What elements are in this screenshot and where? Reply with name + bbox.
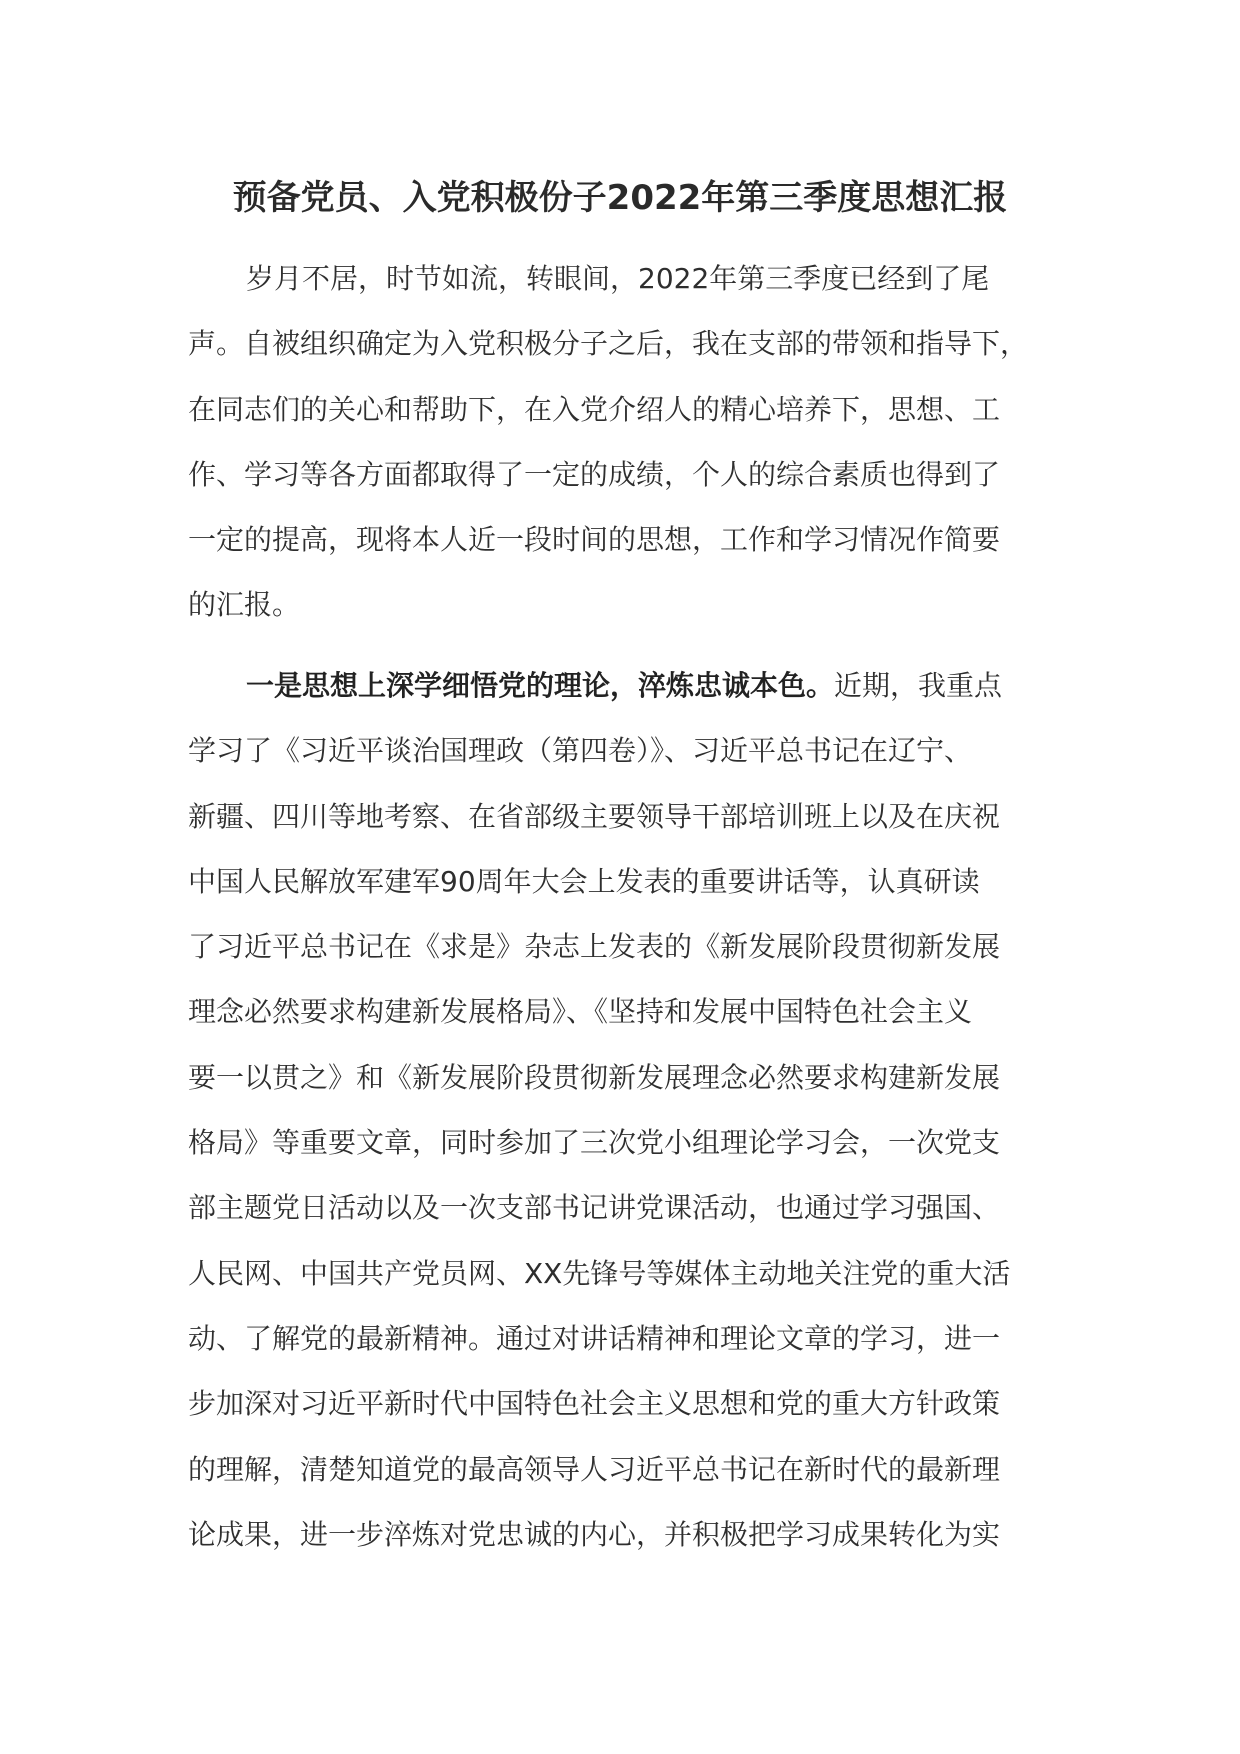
text-line: 人民网、中国共产党员网、XX先锋号等媒体主动地关注党的重大活 [188,1256,1011,1290]
paragraph-intro [188,246,1068,638]
text-line: 中国人民解放军建军90周年大会上发表的重要讲话等，认真研读 [188,864,980,898]
text-line: 的汇报。 [188,588,301,622]
text-line: 岁月不居，时节如流，转眼间，2022年第三季度已经到了尾 [246,262,990,295]
text-line: 在同志们的关心和帮助下，在入党介绍人的精心培养下，思想、工 [188,392,1001,426]
text-line: 了习近平总书记在《求是》杂志上发表的《新发展阶段贯彻新发展 [188,930,1001,964]
text-line: 步加深对习近平新时代中国特色社会主义思想和党的重大方针政策 [188,1387,1001,1421]
text-line: 的理解，清楚知道党的最高领导人习近平总书记在新时代的最新理 [188,1452,1001,1486]
text-line: 要一以贯之》和《新发展阶段贯彻新发展理念必然要求构建新发展 [188,1060,1001,1094]
text-line: 动、了解党的最新精神。通过对讲话精神和理论文章的学习，进一 [188,1321,1001,1355]
text-line: 论成果，进一步淬炼对党忠诚的内心，并积极把学习成果转化为实 [188,1517,1001,1551]
text-line: 一定的提高，现将本人近一段时间的思想，工作和学习情况作简要 [188,523,1001,557]
document-title: 预备党员、入党积极份子2022年第三季度思想汇报 [232,178,1008,218]
text-line: 作、学习等各方面都取得了一定的成绩，个人的综合素质也得到了 [188,457,1001,491]
text-line-rest: 近期，我重点 [834,669,1003,702]
paragraph-lead-heading: 一是思想上深学细悟党的理论，淬炼忠诚本色。 [246,669,835,702]
text-line: 格局》等重要文章，同时参加了三次党小组理论学习会，一次党支 [188,1126,1001,1160]
paragraph-ideology [188,653,1068,1567]
text-line: 声。自被组织确定为入党积极分子之后，我在支部的带领和指导下， [188,327,1029,361]
text-line: 部主题党日活动以及一次支部书记讲党课活动，也通过学习强国、 [188,1191,1001,1225]
text-line [188,653,1068,718]
text-line: 学习了《习近平谈治国理政（第四卷）》、习近平总书记在辽宁、 [188,734,973,768]
text-line: 理念必然要求构建新发展格局》、《坚持和发展中国特色社会主义 [188,995,973,1029]
text-line: 新疆、四川等地考察、在省部级主要领导干部培训班上以及在庆祝 [188,799,1001,833]
